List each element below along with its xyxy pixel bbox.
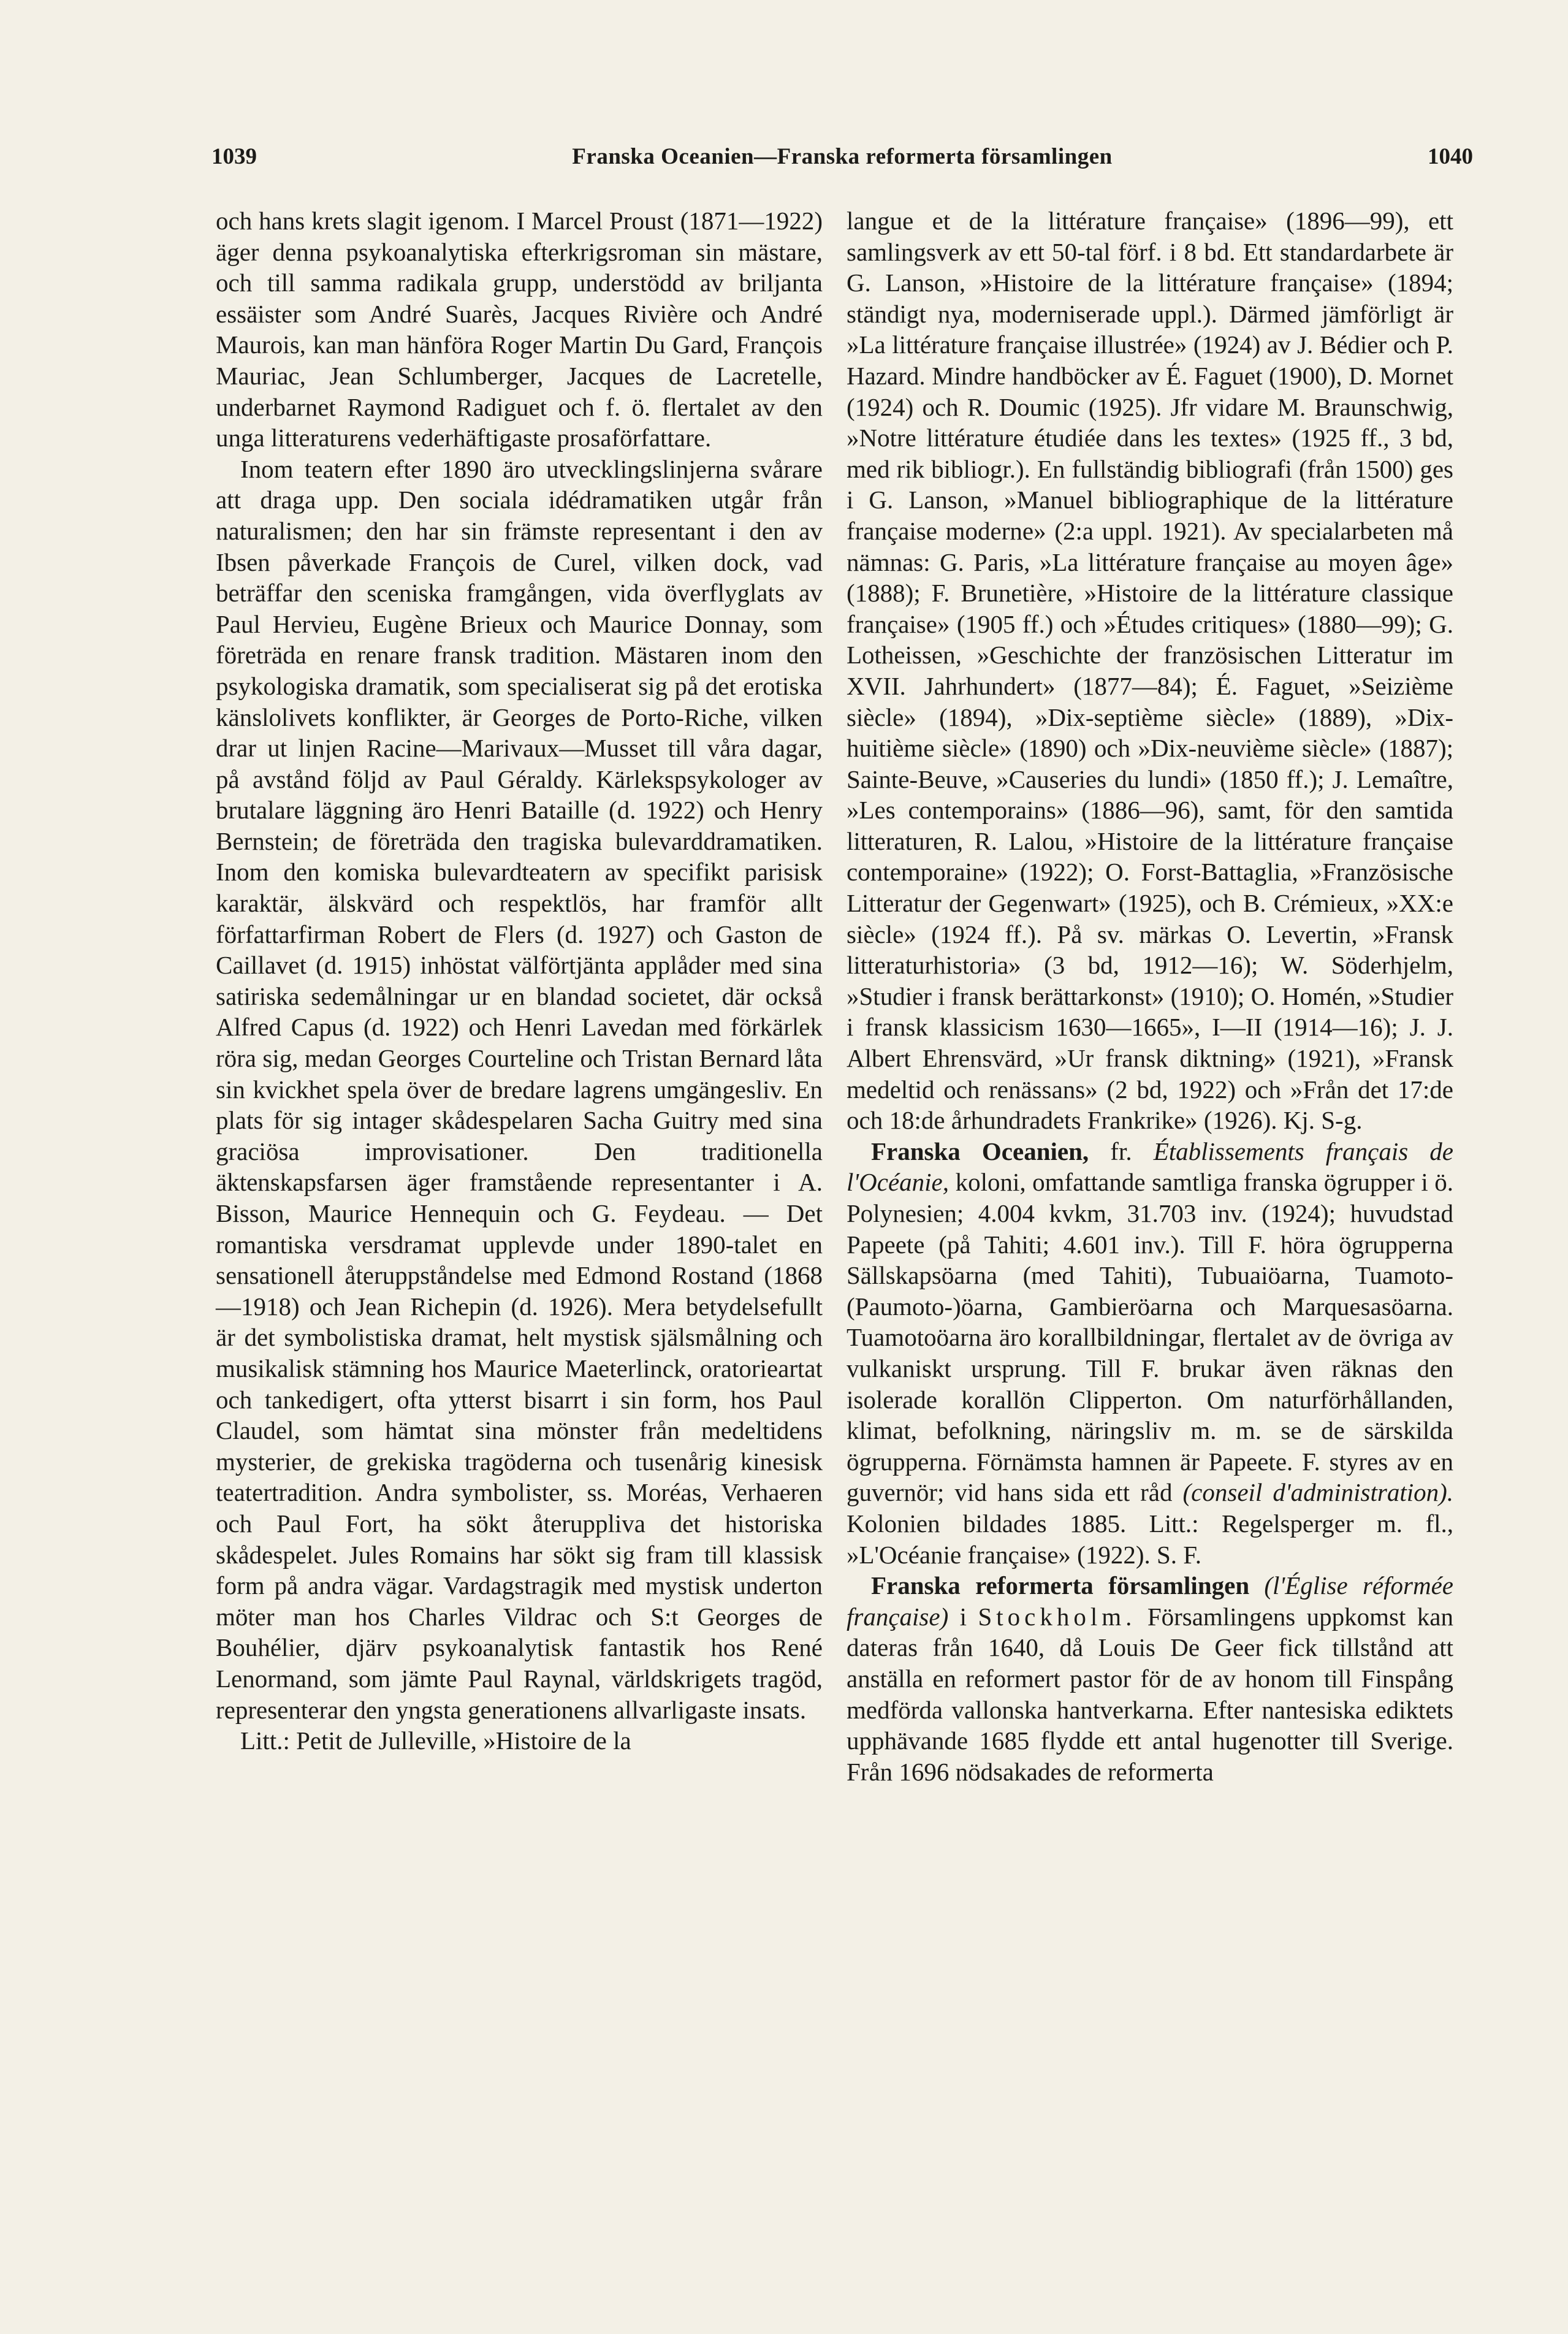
signature-sf: S. F.: [1156, 1540, 1202, 1569]
bibliography-text: langue et de la littérature française» (1896—99), ett samlingsverk av ett 50-tal förf. i 8 bd. Ett standardarbete är G. Lanson, »Histoire de la littérature française» (1894; ständigt nya, moderniserade uppl.). Därmed jämförligt är »La littérature française illustrée» (1924) av J. Bédier och P. Hazard. Mindre handböcker av É. Faguet (1900), D. Mornet (1924) och R. Doumic (1925). Jfr vidare M. Braunschwig, »Notre littérature étudiée dans les textes» (1925 ff., 3 bd, med rik bibliogr.). En fullständig bibliografi (från 1500) ges i G. Lanson, »Manuel bibliographique de la littérature française moderne» (2:a uppl. 1921). Av specialarbeten må nämnas: G. Paris, »La littérature française au moyen âge» (1888); F. Brunetière, »Histoire de la littérature classique française» (1905 ff.) och »Études critiques» (1880—99); G. Lotheissen, »Geschichte der französischen Litteratur im XVII. Jahrhundert» (1877—84); É. Faguet, »Seizième siècle» (1894), »Dix-septième siècle» (1889), »Dix-huitième siècle» (1890) och »Dix-neuvième siècle» (1887); Sainte-Beuve, »Causeries du lundi» (1850 ff.); J. Lemaître, »Les contemporains» (1886—96), samt, för den samtida litteraturen, R. Lalou, »Histoire de la littérature française contemporaine» (1922); O. Forst-Battaglia, »Französische Litteratur der Gegenwart» (1925), och B. Crémieux, »XX:e siècle» (1924 ff.). På sv. märkas O. Levertin, »Fransk litteraturhistoria» (3 bd, 1912—16); W. Söderhjelm, »Studier i fransk berättarkonst» (1910); O. Homén, »Studier i fransk klassicism 1630—1665», I—II (1914—16); J. J. Albert Ehrensvärd, »Ur fransk diktning» (1921), »Fransk medeltid och renässans» (2 bd, 1922) och »Från det 17:de och 18:de århundradets Frankrike» (1926).: [847, 207, 1453, 1135]
signature-kj: Kj. S-g.: [1283, 1106, 1363, 1135]
page-header: [211, 143, 1473, 186]
entry-french-name: Établissements français de l'Océanie,: [847, 1137, 1454, 1197]
entry-body-2: Församlingens uppkomst kan dateras från 1640, då Louis De Geer fick tillstånd att anställa en reformert pastor för de av honom till Finspång medförda vallonska hantverkarna. Efter nantesiska ediktets upphävande 1685 flydde ett antal hugenotter till Sverige. Från 1696 nödsakades de reformerta: [847, 1602, 1453, 1786]
entry-headword-2: Franska reformerta församlingen: [871, 1571, 1250, 1600]
entry-franska-oceanien: [847, 1136, 1453, 1570]
left-paragraph-3: Litt.: Petit de Julleville, »Histoire de la: [240, 1726, 631, 1755]
entry-lang-abbr: fr.: [1110, 1137, 1132, 1165]
page-number-left: 1039: [211, 144, 257, 169]
entry-preposition: i: [959, 1602, 967, 1631]
right-paragraph-1: [847, 205, 1453, 1136]
entry-city: Stockholm.: [978, 1602, 1136, 1631]
running-title: Franska Oceanien—Franska reformerta församlingen: [572, 144, 1113, 169]
entry-headword: Franska Oceanien,: [871, 1137, 1089, 1165]
left-paragraph-2: Inom teatern efter 1890 äro utvecklingslinjerna svårare att draga upp. Den sociala idédramatiken utgår från naturalismen; den har sin främste representant i den av Ibsen påverkade François de Curel, vilken dock, vad beträffar den sceniska framgången, vida överflyglats av Paul Hervieu, Eugène Brieux och Maurice Donnay, som företräda en renare fransk tradition. Mästaren inom den psykologiska dramatik, som specialiserat sig på det erotiska känslolivets konflikter, är Georges de Porto-Riche, vilken drar ut linjen Racine—Marivaux—Musset till våra dagar, på avstånd följd av Paul Géraldy. Kärlekspsykologer av brutalare läggning äro Henri Bataille (d. 1922) och Henry Bernstein; de företräda den tragiska bulevarddramatiken. Inom den komiska bulevardteatern av specifikt parisisk karaktär, älskvärd och respektlös, har framför allt författarfirman Robert de Flers (d. 1927) och Gaston de Caillavet (d. 1915) inhöstat välförtjänta applåder med sina satiriska sedemålningar ur en blandad societet, där också Alfred Capus (d. 1922) och Henri Lavedan med förkärlek röra sig, medan Georges Courteline och Tristan Bernard låta sin kvickhet spela över de bredare lagrens umgängesliv. En plats för sig intager skådespelaren Sacha Guitry med sina graciösa improvisationer. Den traditionella äktenskapsfarsen äger framstående representanter i A. Bisson, Maurice Hennequin och G. Feydeau. — Det romantiska versdramat upplevde under 1890-talet en sensationell återuppståndelse med Edmond Rostand (1868—1918) och Jean Richepin (d. 1926). Mera betydelsefullt är det symbolistiska dramat, helt mystisk själsmålning och musikalisk stämning hos Maurice Maeterlinck, oratorieartat och tankedigert, ofta ytterst bisarrt i sin form, hos Paul Claudel, som hämtat sina mönster från medeltidens mysterier, de grekiska tragöderna och tusenårig kinesisk teatertradition. Andra symbolister, ss. Moréas, Verhaeren och Paul Fort, ha sökt återuppliva det historiska skådespelet. Jules Romains har sökt sig fram till klassisk form på andra vägar. Vardagstragik med mystisk underton möter man hos Charles Vildrac och S:t Georges de Bouhélier, djärv psykoanalytisk fantastik hos René Lenormand, som jämte Paul Raynal, världskrigets tragöd, representerar den yngsta generationens allvarligaste insats.: [216, 454, 823, 1724]
entry-tail: Kolonien bildades 1885. Litt.: Regelsperger m. fl., »L'Océanie française» (1922).: [847, 1509, 1453, 1569]
page-number-right: 1040: [1428, 144, 1473, 169]
entry-body: koloni, omfattande samtliga franska ögrupper i ö. Polynesien; 4.004 kvkm, 31.703 inv. (1924); huvudstad Papeete (på Tahiti; 4.601 inv.). Till F. höra ögrupperna Sällskapsöarna (med Tahiti), Tubuaiöarna, Tuamoto-(Paumoto-)öarna, Gambieröarna och Marquesasöarna. Tuamotoöarna äro korallbildningar, flertalet av de övriga av vulkaniskt ursprung. Till F. brukar även räknas den isolerade korallön Clipperton. Om naturförhållanden, klimat, befolkning, näringsliv m. m. se de särskilda ögrupperna. Förnämsta hamnen är Papeete. F. styres av en guvernör; vid hans sida ett råd: [847, 1168, 1454, 1507]
right-column: [847, 205, 1453, 1787]
entry-french-name-2: (l'Église réformée française): [847, 1571, 1453, 1631]
left-paragraph-1: och hans krets slagit igenom. I Marcel Proust (1871—1922) äger denna psykoanalytiska efterkrigsroman sin mästare, och till samma radikala grupp, understödd av briljanta essäister som André Suarès, Jacques Rivière och André Maurois, kan man hänföra Roger Martin Du Gard, François Mauriac, Jean Schlumberger, Jacques de Lacretelle, underbarnet Raymond Radiguet och f. ö. flertalet av den unga litteraturens vederhäftigaste prosaförfattare.: [216, 207, 823, 452]
left-column: [216, 205, 823, 1756]
entry-italic-term: (conseil d'administration).: [1182, 1478, 1453, 1507]
entry-franska-reformerta: [847, 1570, 1453, 1787]
